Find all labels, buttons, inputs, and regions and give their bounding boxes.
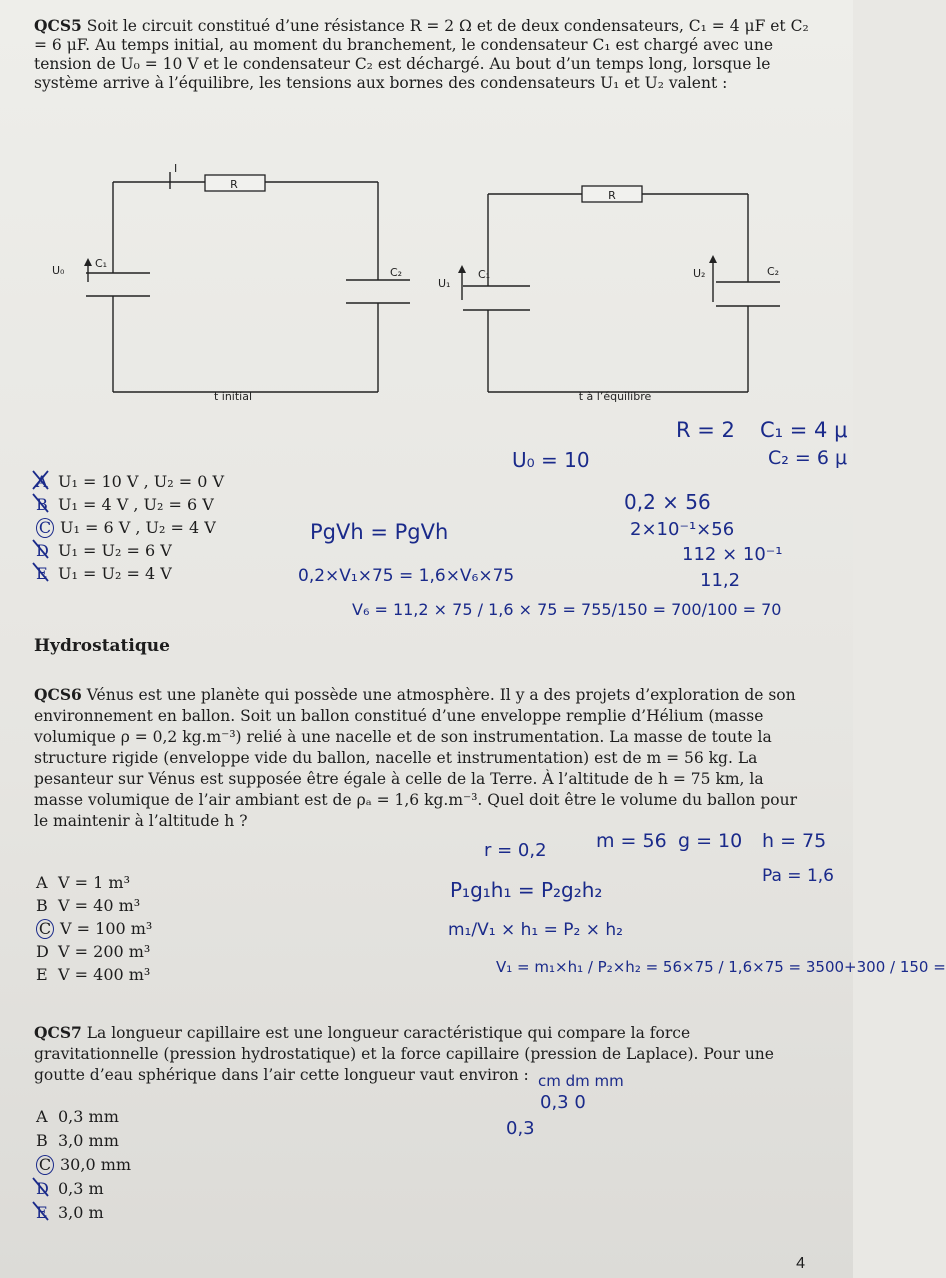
qcs5-option-c-text: U₁ = 6 V , U₂ = 4 V — [60, 518, 216, 537]
qcs6-option-b[interactable] — [36, 895, 140, 917]
qcs7-option-a-text: 0,3 mm — [58, 1107, 119, 1126]
left-caption: t initial — [213, 390, 253, 403]
qcs5-text: Soit le circuit constitué d’une résistance R = 2 Ω et de deux condensateurs, C₁ = 4 μF et C₂ = 6 μF. Au temps initial, au moment du branchement, le condensateur C₁ est chargé avec une tension de U₀ = 10 V et le condensateur C₂ est déchargé. Au bout d’un temps long, lorsque le système arrive à l’équilibre, les tensions aux bornes des condensateurs U₁ et U₂ valent : — [34, 17, 809, 92]
circuit-diagrams — [0, 160, 853, 450]
qcs6-option-e[interactable] — [36, 964, 150, 986]
qcs5-option-e-letter: E — [36, 564, 48, 583]
qcs7-option-e-text: 3,0 m — [58, 1203, 104, 1222]
qcs6-option-a-text: V = 1 m³ — [58, 873, 130, 892]
qcs6-option-d[interactable] — [36, 941, 150, 963]
hand-calc3: 112 × 10⁻¹ — [682, 544, 783, 565]
left-i-label: I — [174, 162, 178, 175]
qcs6-option-d-letter: D — [36, 942, 49, 961]
qcs5-question — [34, 16, 816, 93]
hand-r: R = 2 — [676, 418, 735, 442]
qcs7-option-b[interactable] — [36, 1130, 119, 1152]
qcs7-option-c[interactable] — [36, 1154, 131, 1176]
qcs6-option-c-letter: C — [36, 919, 54, 939]
hand-calc2: 2×10⁻¹×56 — [630, 519, 735, 540]
hand-r02: r = 0,2 — [484, 840, 547, 861]
hand-h75: h = 75 — [762, 830, 827, 852]
hand-eq6: V₁ = m₁×h₁ / P₂×h₂ = 56×75 / 1,6×75 = 3500+300 / 150 = — [496, 958, 946, 976]
hand-m56: m = 56 — [596, 830, 667, 852]
qcs6-text: Vénus est une planète qui possède une atmosphère. Il y a des projets d’exploration de son environnement en ballon. Soit un ballon constitué d’une enveloppe remplie d’Hélium (masse volumique ρ = 0,2 kg.m⁻³) relié à une nacelle et de son instrumentation. La masse de toute la structure rigide (enveloppe vide du ballon, nacelle et instrumentation) est de m = 56 kg. La pesanteur sur Vénus est supposée être égale à celle de la Terre. À l’altitude de h = 75 km, la masse volumique de l’air ambiant est de ρₐ = 1,6 kg.m⁻³. Quel doit être le volume du ballon pour le maintenir à l’altitude h ? — [34, 686, 797, 830]
qcs6-label: QCS6 — [34, 685, 82, 704]
qcs6-option-b-letter: B — [36, 896, 48, 915]
hand-u0: U₀ = 10 — [512, 448, 590, 472]
u0-arrow-head — [84, 258, 92, 266]
qcs7-question — [34, 1022, 816, 1086]
qcs6-option-e-text: V = 400 m³ — [58, 965, 151, 984]
right-r-label: R — [608, 189, 616, 202]
qcs7-text: La longueur capillaire est une longueur caractéristique qui compare la force gravitationnelle (pression hydrostatique) et la force capillaire (pression de Laplace). Pour une goutte d’eau sphérique dans l’air cette longueur vaut environ : — [34, 1024, 774, 1084]
qcs6-question — [34, 684, 816, 832]
qcs7-option-a[interactable] — [36, 1106, 119, 1128]
qcs6-option-c-text: V = 100 m³ — [60, 919, 153, 938]
hand-units: cm dm mm — [538, 1072, 624, 1090]
qcs7-label: QCS7 — [34, 1023, 82, 1042]
hand-n1: 0,3 0 — [540, 1092, 586, 1113]
right-c2-label: C₂ — [767, 265, 780, 278]
qcs5-label: QCS5 — [34, 16, 82, 35]
qcs5-option-b-text: U₁ = 4 V , U₂ = 6 V — [58, 495, 214, 514]
hand-eq4: P₁g₁h₁ = P₂g₂h₂ — [450, 878, 603, 902]
right-c1-label: C₁ — [478, 268, 491, 281]
qcs6-option-d-text: V = 200 m³ — [58, 942, 151, 961]
qcs7-option-d-letter: D — [36, 1179, 49, 1198]
qcs7-option-a-letter: A — [36, 1107, 48, 1126]
qcs5-option-a[interactable] — [36, 471, 224, 493]
hand-eq3: V₆ = 11,2 × 75 / 1,6 × 75 = 755/150 = 700/100 = 70 — [352, 600, 782, 619]
hand-n2: 0,3 — [506, 1118, 535, 1139]
left-u0-label: U₀ — [52, 264, 65, 277]
qcs5-option-a-text: U₁ = 10 V , U₂ = 0 V — [58, 472, 225, 491]
left-c2-label: C₂ — [390, 266, 403, 279]
hand-calc4: 11,2 — [700, 570, 741, 591]
qcs7-option-b-letter: B — [36, 1131, 48, 1150]
qcs6-option-a-letter: A — [36, 873, 48, 892]
u2-arrow-head — [709, 255, 717, 263]
qcs7-option-d-text: 0,3 m — [58, 1179, 104, 1198]
qcs6-option-e-letter: E — [36, 965, 48, 984]
left-c1-label: C₁ — [95, 257, 108, 270]
qcs6-option-b-text: V = 40 m³ — [58, 896, 141, 915]
qcs5-option-d[interactable] — [36, 540, 172, 562]
qcs5-option-d-text: U₁ = U₂ = 6 V — [58, 541, 172, 560]
hand-c2: C₂ = 6 μ — [768, 447, 848, 469]
qcs7-option-b-text: 3,0 mm — [58, 1131, 119, 1150]
qcs7-option-c-text: 30,0 mm — [60, 1155, 132, 1174]
qcs7-option-e[interactable] — [36, 1202, 104, 1224]
hand-calc1: 0,2 × 56 — [624, 490, 711, 514]
hand-eq1: PgVh = PgVh — [310, 520, 449, 544]
qcs6-option-c[interactable] — [36, 918, 152, 940]
qcs5-option-b[interactable] — [36, 494, 214, 516]
qcs7-option-c-letter: C — [36, 1155, 54, 1175]
section-title: Hydrostatique — [34, 636, 170, 656]
right-u1-label: U₁ — [438, 277, 451, 290]
qcs5-option-e[interactable] — [36, 563, 172, 585]
hand-eq5: m₁/V₁ × h₁ = P₂ × h₂ — [448, 920, 623, 940]
qcs5-option-c-letter: C — [36, 518, 54, 538]
qcs5-option-e-text: U₁ = U₂ = 4 V — [58, 564, 172, 583]
hand-c1: C₁ = 4 μ — [760, 418, 848, 442]
qcs7-option-e-letter: E — [36, 1203, 48, 1222]
page-number: 4 — [796, 1255, 805, 1272]
hand-pa: Pa = 1,6 — [762, 866, 834, 886]
hand-g10: g = 10 — [678, 830, 743, 852]
qcs5-option-d-letter: D — [36, 541, 49, 560]
right-caption: t à l’équilibre — [578, 390, 652, 403]
qcs5-option-b-letter: B — [36, 495, 48, 514]
qcs6-option-a[interactable] — [36, 872, 130, 894]
left-r-label: R — [230, 178, 238, 191]
u1-arrow-head — [458, 265, 466, 273]
qcs7-option-d[interactable] — [36, 1178, 104, 1200]
hand-eq2: 0,2×V₁×75 = 1,6×V₆×75 — [298, 566, 515, 586]
qcs5-option-a-letter: A — [36, 472, 48, 491]
right-u2-label: U₂ — [693, 267, 706, 280]
qcs5-option-c[interactable] — [36, 517, 216, 539]
